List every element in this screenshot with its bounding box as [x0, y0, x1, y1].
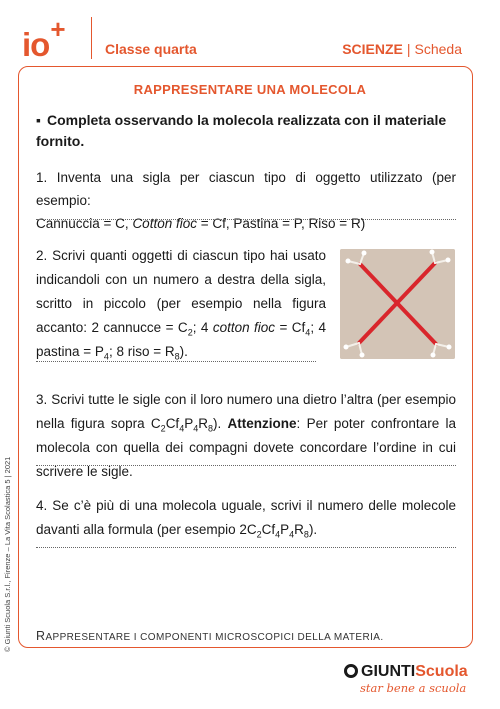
answer-line-1[interactable] [36, 219, 456, 220]
step-4: 4. Se c’è più di una molecola uguale, scrivi il numero delle molecole davanti alla formula (per esempio $2C_2Cf_4P_4R_8$). [36, 498, 456, 540]
step-2: 2. Scrivi quanti oggetti di ciascun tipo hai usato indicandoli con un numero a destra della sigla, scritto in piccolo (per esempio nella figura accanto: 2 cannucce = $C_2$; 4 cotton fioc = $Cf_4$; 4 pastina = $P_4$; 8 riso = $R_8$). [36, 248, 327, 362]
header-divider [91, 17, 92, 59]
giunti-scuola-logo: GIUNTIScuola [344, 663, 468, 681]
step-3: 3. Scrivi tutte le sigle con il loro numero una dietro l’altra (per esempio nella figura sopra $C_2Cf_4P_4R_8$). Attenzione: Per poter confrontare la molecola con quella dei compagni dovete concordare l’ordine in cui scrivere le sigle. [36, 392, 456, 479]
giunti-logo-icon [344, 664, 358, 678]
worksheet-title: RAPPRESENTARE UNA MOLECOLA [133, 82, 367, 97]
intro-instruction: ▪ Completa osservando la molecola realizzata con il materiale fornito. [36, 112, 447, 149]
step-1: 1. Inventa una sigla per ciascun tipo di oggetto utilizzato (per esempio: Cannuccia = C, Cotton fioc = Cf, Pastina = P, Riso = R) [36, 170, 456, 231]
brand-slogan: star bene a scuola [360, 681, 467, 695]
copyright-note: © Giunti Scuola S.r.l., Firenze – La Vita Scolastica 5 | 2021 [3, 456, 12, 652]
answer-line-3[interactable] [36, 465, 456, 466]
molecule-photo [340, 249, 455, 359]
molecule-model-image [340, 249, 455, 359]
page-header [0, 0, 500, 70]
subject-label: SCIENZE | Scheda [342, 41, 462, 57]
objective-note: RAPPRESENTARE I COMPONENTI MICROSCOPICI DELLA MATERIA. [36, 629, 384, 643]
bullet-icon: ▪ [36, 112, 41, 128]
answer-line-4[interactable] [36, 547, 456, 548]
answer-line-2[interactable] [36, 361, 316, 362]
io-logo: io+ [22, 14, 65, 63]
class-label: Classe quarta [105, 41, 197, 57]
